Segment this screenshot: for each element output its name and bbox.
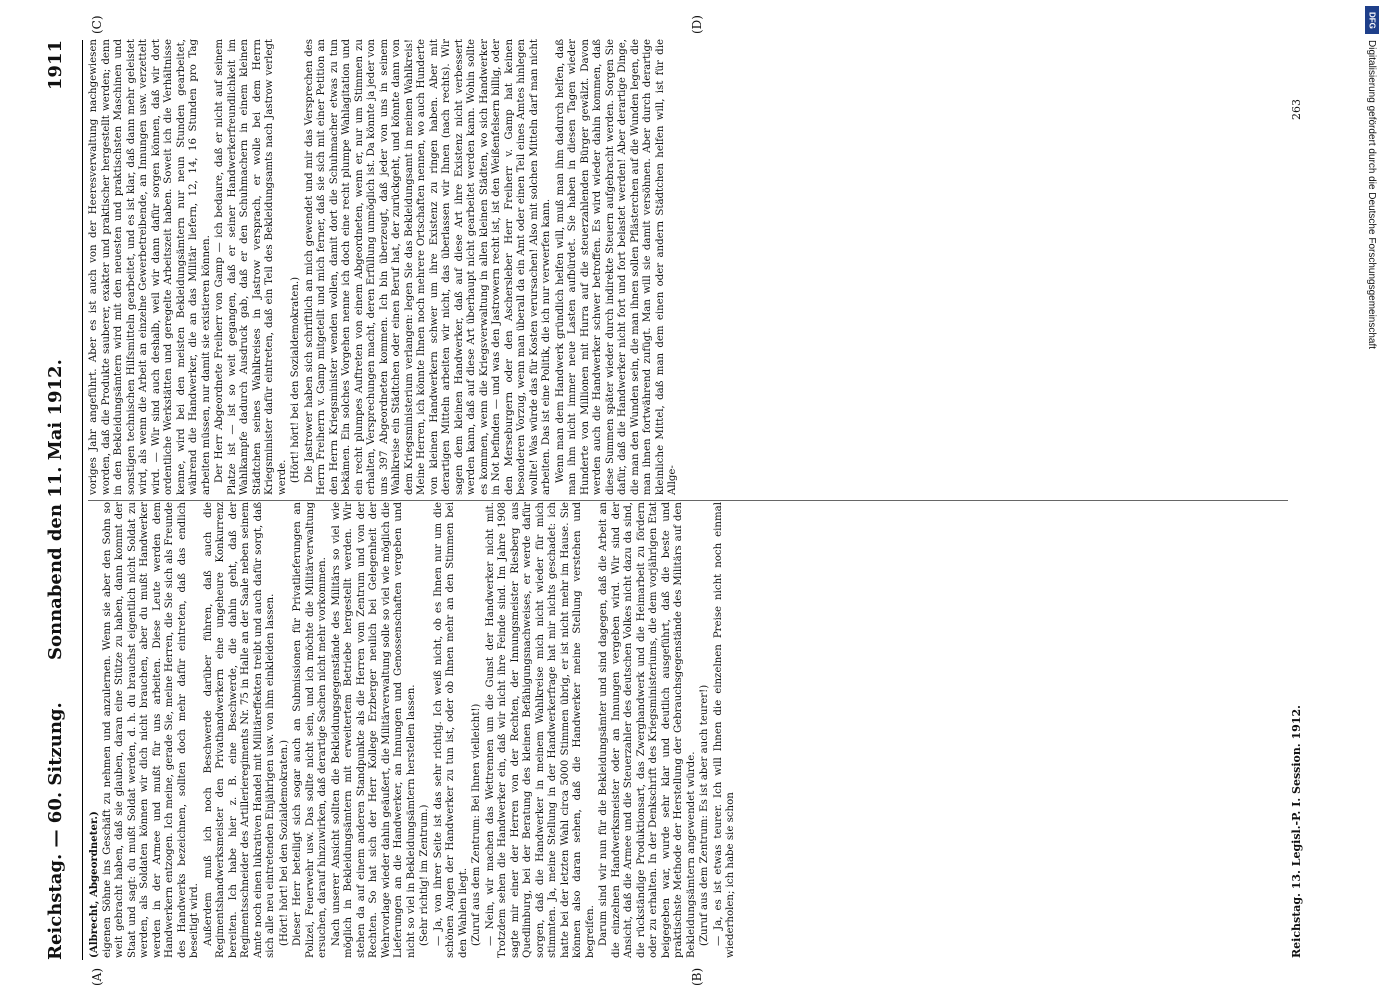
page-footer: Reichstag. 13. Legisl.-P. I. Session. 1912. <box>1290 705 1303 958</box>
paragraph: (Hört! hört! bei den Sozialdemokraten.) <box>278 739 290 946</box>
paragraph: Darum sind wir nun für die Bekleidungsämter und sind dagegen, daß die Arbeit an die einzelnen Handwerksmeister oder an Innungen vergeben wird. Wir sind der Ansicht, daß die Armee und die Steuerzahler des deutschen Volkes nicht dazu da sind, die rückständige Produktionsart, das Zwerghandwerk und die Heimarbeit zu fördern oder zu erhalten. In der Denkschrift des Kriegsministeriums, die dem vorjährigen Etat beigegeben war, wurde sehr klar und deutlich ausgeführt, daß die beste und praktischste Methode der Herstellung der Gebrauchsgegenstände des Militärs auf den Bekleidungsämtern angewendet würde. <box>598 502 697 958</box>
header-left: Reichstag. — 60. Sitzung. <box>45 702 66 960</box>
digitization-sidebar <box>1359 0 1383 1000</box>
speaker-label: (Albrecht, Abgeordneter.) <box>88 811 100 958</box>
margin-d: (D) <box>690 15 704 34</box>
paragraph: Der Herr Abgeordnete Freiherr von Gamp — ich bedaure, daß er nicht auf seinem Platze ist — ist so weit gegangen, daß er seiner Handwerkerfreundlichkeit im Wahlkampfe dadurch Ausdruck gab, daß er den Schuhmachern in einem kleinen Städtchen seines Wahlkreises in Jastrow versprach, er wolle bei dem Herrn Kriegsminister dafür eintreten, daß ein Teil des Bekleidungsamts nach Jastrow verlegt werde. <box>214 39 288 495</box>
paragraph: — Nein, wir machen das Wettrennen um die Gunst der Handwerker nicht mit. Trotzdem sehen die Handwerker ein, daß wir nicht ihre Feinde sind. Im Jahre 1908 sagte mir einer der Herren von der Rechten, der Innungsmeister Riesberg aus Quedlinburg, bei der Beratung des kleinen Befähigungsnachweises, er werde dafür sorgen, daß die Handwerker in meinem Wahlkreise mich nicht wieder für mich stimmten. Ja, meine Stellung in der Handwerkerfrage hat mir nichts geschadet: ich hatte bei der letzten Wahl circa 5000 Stimmen übrig, er ist nicht mehr im Hause. Sie können also daran sehen, daß die Handwerker meine Stellung verstehen und begreifen. <box>484 502 596 958</box>
paragraph: voriges Jahr angeführt. Aber es ist auch von der Heeresverwaltung nachgewiesen worden, daß die Produkte sauberer, exakter und praktischer hergestellt werden; denn in den Bekleidungsämtern wird mit den neuesten und praktischsten Maschinen und sonstigen technischen Hilfsmitteln gearbeitet, und es ist klar, daß dann mehr geleistet wird, als wenn die Arbeit an einzelne Gewerbetreibende, an Innungen usw. verzettelt wird. — Wir sind auch deshalb, weil wir dann dafür sorgen können, daß wir dort ordentliche Werkstätten und geregelte Arbeitszeit haben. Soweit ich die Verhältnisse kenne, wird bei den meisten Bekleidungsämtern nur neun Stunden gearbeitet, während die Handwerker, die an das Militär liefern, 12, 14, 16 Stunden pro Tag arbeiten müssen, nur damit sie existieren können. <box>88 39 212 495</box>
digitization-credit: Digitalisierung gefördert durch die Deutsche Forschungsgemeinschaft <box>1366 40 1377 350</box>
paragraph: Nach unserer Ansicht sollten die Bekleidungsgegenstände des Militärs so viel wie möglich in Bekleidungsämtern mit erweitertem Betriebe hergestellt werden. Wir stehen da auf einem anderen Standpunkte als die Herren vom Zentrum und von der Rechten. So hat sich der Herr Kollege Erzberger neulich bei Gelegenheit der Wehrvorlage wieder dahin geäußert, die Militärverwaltung solle so viel wie möglich die Lieferungen an die Handwerker, an Innungen und Genossenschaften vergeben und nicht so viel in Bekleidungsämtern herstellen lassen. <box>330 502 417 958</box>
right-column <box>88 39 681 495</box>
paragraph: (Zuruf aus dem Zentrum: Bei Ihnen vielleicht!) <box>471 703 482 946</box>
paragraph: (Sehr richtig! im Zentrum.) <box>419 804 430 946</box>
paragraph: Die Jastrower haben sich schriftlich an mich gewendet und mir das Versprechen des Herrn Freiherrn v. Gamp mitgeteilt und mich ferner, daß sie sich mit einer Petition an den Herrn Kriegsminister wenden wollen, damit dort die Schuhmacher etwas zu tun bekämen. Ein solches Vorgehen nenne ich doch eine recht plumpe Wahlagitation und ein recht plumpes Auftreten von einem Abgeordneten, wenn er, nur um Stimmen zu erhalten, Versprechungen macht, deren Erfüllung unmöglich ist. Da könnte ja jeder von uns 397 Abgeordneten kommen. Ich bin überzeugt, daß jeder von uns in seinem Wahlkreise ein Städtchen oder einen Beruf hat, der zurückgeht, und könnte dann von dem Kriegsministerium verlangen: legen Sie das Bekleidungsamt in meinen Wahlkreis! Meine Herren, ich könnte Ihnen noch mehrere Ortschaften nennen, wo auch Hunderte von kleinen Handwerkern schwer um ihre Existenz zu ringen haben. Aber mit derartigen Mitteln arbeiten wir nicht, das überlassen wir Ihnen (nach rechts). Wir sagen dem kleinen Handwerker, daß auf diese Art ihre Existenz nicht verbessert werden kann, daß auf diese Art überhaupt nicht gearbeitet werden kann. Wohin sollte es kommen, wenn die Kriegsverwaltung in allen kleinen Städten, wo sich Handwerker in Not befinden — und was den Jastrowern recht ist, ist den Weißenfelsern billig, oder den Merseburgern oder den Aschersleber Herr Freiherr v. Gamp hat keinen besonderen Vorzug, wenn man überall da ein Amt oder einen Teil eines Amtes hinlegen wollte! Was würde das für Kosten verursachen! Also mit solchen Mitteln darf man nicht arbeiten. Das ist eine Politik, die ich nur verwerfen kann. <box>303 39 552 495</box>
header-date: Sonnabend den 11. Mai 1912. <box>45 359 66 660</box>
margin-a: (A) <box>90 967 104 986</box>
paragraph: Außerdem muß ich noch Beschwerde darüber führen, daß auch die Regimentshandwerksmeister den Privathandwerkern eine ungeheure Konkurrenz bereiten. Ich habe hier z. B. eine Beschwerde, die dahin geht, daß der Regimentsschneider des Artillerieregiments Nr. 75 in Halle an der Saale neben seinem Amte noch einen lukrativen Handel mit Militäreffekten treibt und auch dafür sorgt, daß sich alle neu eintretenden Einjährigen usw. von ihm einkleiden lassen. <box>202 502 276 958</box>
header-rule <box>82 40 83 960</box>
column-divider <box>88 500 1288 501</box>
paragraph: (Zuruf aus dem Zentrum: Es ist aber auch teurer!) <box>699 684 710 946</box>
paragraph: — Ja, von ihrer Seite ist das sehr richtig. Ich weiß nicht, ob es Ihnen nur um die schönen Augen der Handwerker zu tun ist, oder ob Ihnen mehr an den Stimmen bei den Wahlen liegt. <box>432 502 469 958</box>
paragraph: (Hört! hört! bei den Sozialdemokraten.) <box>290 276 301 483</box>
margin-b: (B) <box>690 967 704 986</box>
paragraph: Dieser Herr beteiligt sich sogar auch an Submissionen für Privatlieferungen an Polizei, Feuerwehr usw. Das sollte nicht sein, und ich möchte die Militärverwaltung ersuchen, darauf hinzuwirken, daß derartige Sachen nicht mehr vorkommen. <box>292 502 328 958</box>
left-column <box>88 502 739 958</box>
page-number: 263 <box>1290 99 1303 120</box>
paragraph: eigenen Söhne ins Geschäft zu nehmen und anzulernen. Wenn sie aber den Sohn so weit gebracht haben, daß sie glauben, daran eine Stütze zu haben, dann kommt der Staat und sagt: du mußt Soldat werden, d. h. du brauchst eigentlich nicht Soldat zu werden, als Soldaten können wir dich nicht brauchen, aber du mußt Handwerker werden in der Armee und mußt für uns arbeiten. Diese Leute werden dem Handwerkern entzogen. Ich meine, gerade Sie, meine Herren, die Sie sich als Freunde des Handwerks bezeichnen, sollten doch mehr dafür eintreten, daß das endlich beseitigt wird. <box>101 502 200 958</box>
paragraph: — Ja, es ist etwas teurer. Ich will Ihnen die einzelnen Preise nicht noch einmal wiederholen; ich habe sie schon <box>712 502 736 958</box>
paragraph: Wenn man dem Handwerk gründlich helfen will, muß man ihm dadurch helfen, daß man ihm nicht immer neue Lasten aufbürdet. Sie haben in diesen Tagen wieder Hunderte von Millionen mit Hurra auf die steuerzahlenden Bürger gewälzt. Davon werden auch die Handwerker schwer betroffen. Es wird wieder dahin kommen, daß diese Summen später wieder durch indirekte Steuern aufgebracht werden. Sorgen Sie dafür, daß die Handwerker nicht fort und fort belastet werden! Aber derartige Dinge, die man den Wunden sein, die man ihnen sollen Pflästerchen auf die Wunden legen, die man ihnen fortwährend zufügt. Man will sie damit versöhnen. Aber durch derartige kleinliche Mittel, daß man dem einen oder andern Städtchen helfen will, ist für die Allge- <box>554 39 678 495</box>
page-header <box>45 40 75 960</box>
margin-c: (C) <box>90 15 104 34</box>
dfg-logo-icon: DFG <box>1365 6 1379 34</box>
header-page: 1911 <box>45 40 66 91</box>
